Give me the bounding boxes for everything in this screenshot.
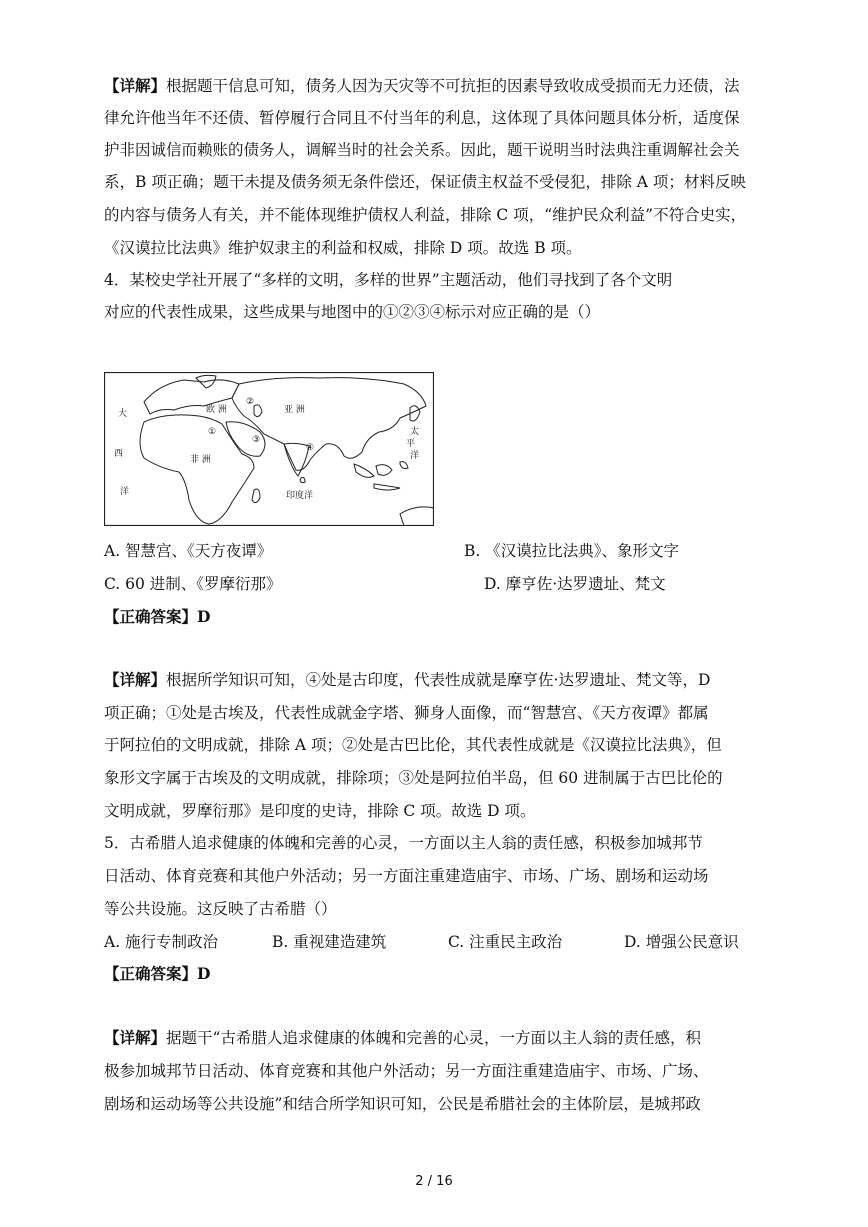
detail-label: 【详解】 bbox=[104, 76, 167, 95]
q4-detail-line-2: 项正确；①处是古埃及，代表性成就金字塔、狮身人面像，而“智慧宫、《天方夜谭》都属 bbox=[104, 704, 709, 722]
label-atlantic-2: 西 bbox=[114, 449, 124, 459]
q5-detail-line-2: 极参加城邦节日活动、体育竞赛和其他户外活动；另一方面注重建造庙宇、市场、广场、 bbox=[104, 1062, 709, 1080]
marker-3: ③ bbox=[252, 435, 261, 445]
q4-detail-line-4: 象形文字属于古埃及的文明成就，排除项；③处是阿拉伯半岛，但 60 进制属于古巴比伦的 bbox=[104, 769, 723, 787]
q4-stem-line-2: 对应的代表性成果，这些成果与地图中的①②③④标示对应正确的是（） bbox=[104, 303, 601, 321]
q3-detail-line-4: 系，B 项正确；题干未提及债务须无条件偿还，保证债主权益不受侵犯，排除 A 项；材料反映 bbox=[104, 173, 746, 191]
q4-option-b: B. 《汉谟拉比法典》、象形文字 bbox=[464, 542, 679, 560]
q5-stem-line-3: 等公共设施。这反映了古希腊（） bbox=[104, 900, 337, 918]
label-pacific-2: 平 bbox=[406, 439, 416, 449]
q5-stem-line-2: 日活动、体育竞赛和其他户外活动；另一方面注重建造庙宇、市场、广场、剧场和运动场 bbox=[104, 867, 709, 885]
label-africa: 非 洲 bbox=[190, 455, 211, 465]
page-number: 2 / 16 bbox=[415, 1174, 453, 1189]
q4-detail-line-5: 文明成就，罗摩衍那》是印度的史诗，排除 C 项。故选 D 项。 bbox=[104, 802, 536, 820]
q3-detail-line-6: 《汉谟拉比法典》维护奴隶主的利益和权威，排除 D 项。故选 B 项。 bbox=[104, 239, 582, 257]
label-indian-ocean: 印度洋 bbox=[286, 491, 314, 501]
q5-option-b: B. 重视建造建筑 bbox=[272, 933, 387, 951]
label-pacific-1: 太 bbox=[410, 427, 420, 437]
marker-1: ① bbox=[208, 427, 217, 437]
q3-detail-line-5: 的内容与债务人有关，并不能体现维护债权人利益，排除 C 项，“维护民众利益”不符合史实， bbox=[104, 206, 747, 224]
q4-stem-line-1: 4．某校史学社开展了“多样的文明，多样的世界”主题活动，他们寻找到了各个文明 bbox=[104, 271, 673, 289]
q5-answer: 【正确答案】D bbox=[104, 964, 211, 983]
label-atlantic-3: 洋 bbox=[120, 487, 130, 497]
world-map-figure bbox=[104, 372, 434, 526]
q4-detail-line-3: 于阿拉伯的文明成就，排除 A 项；②处是古巴比伦，其代表性成就是《汉谟拉比法典》，但 bbox=[104, 736, 722, 754]
label-europe: 欧 洲 bbox=[206, 405, 227, 415]
q4-option-a: A. 智慧宫、《天方夜谭》 bbox=[104, 542, 273, 560]
q5-detail-line-1: 【详解】据题干“古希腊人追求健康的体魄和完善的心灵，一方面以主人翁的责任感，积 bbox=[104, 1028, 701, 1047]
q5-detail-line-3: 剧场和运动场等公共设施”和结合所学知识可知，公民是希腊社会的主体阶层，是城邦政 bbox=[104, 1095, 701, 1113]
label-asia: 亚 洲 bbox=[284, 405, 305, 415]
q4-option-d: D. 摩亨佐·达罗遗址、梵文 bbox=[484, 575, 666, 593]
marker-4: ④ bbox=[306, 443, 315, 453]
label-pacific-3: 洋 bbox=[410, 451, 420, 461]
label-atlantic-1: 大 bbox=[118, 409, 128, 419]
q4-option-c: C. 60 进制、《罗摩衍那》 bbox=[104, 575, 282, 593]
q5-option-d: D. 增强公民意识 bbox=[624, 933, 739, 951]
detail-label: 【详解】 bbox=[104, 670, 167, 689]
q3-detail-line-2: 律允许他当年不还债、暂停履行合同且不付当年的利息，这体现了具体问题具体分析，适度保 bbox=[104, 109, 740, 127]
world-map-svg bbox=[104, 372, 434, 526]
q3-detail-line-3: 护非因诚信而赖账的债务人，调解当时的社会关系。因此，题干说明当时法典注重调解社会关 bbox=[104, 141, 740, 159]
q5-option-c: C. 注重民主政治 bbox=[448, 933, 563, 951]
q4-detail-line-1: 【详解】根据所学知识可知，④处是古印度，代表性成就是摩亨佐·达罗遗址、梵文等，D bbox=[104, 670, 711, 689]
q4-answer: 【正确答案】D bbox=[104, 607, 211, 626]
q5-stem-line-1: 5．古希腊人追求健康的体魄和完善的心灵，一方面以主人翁的责任感，积极参加城邦节 bbox=[104, 834, 703, 852]
map-frame bbox=[105, 373, 434, 526]
q5-option-a: A. 施行专制政治 bbox=[104, 933, 219, 951]
q3-detail-line-1: 【详解】根据题干信息可知，债务人因为天灾等不可抗拒的因素导致收成受损而无力还债，法 bbox=[104, 76, 740, 95]
marker-2: ② bbox=[246, 397, 255, 407]
detail-label: 【详解】 bbox=[104, 1028, 167, 1047]
